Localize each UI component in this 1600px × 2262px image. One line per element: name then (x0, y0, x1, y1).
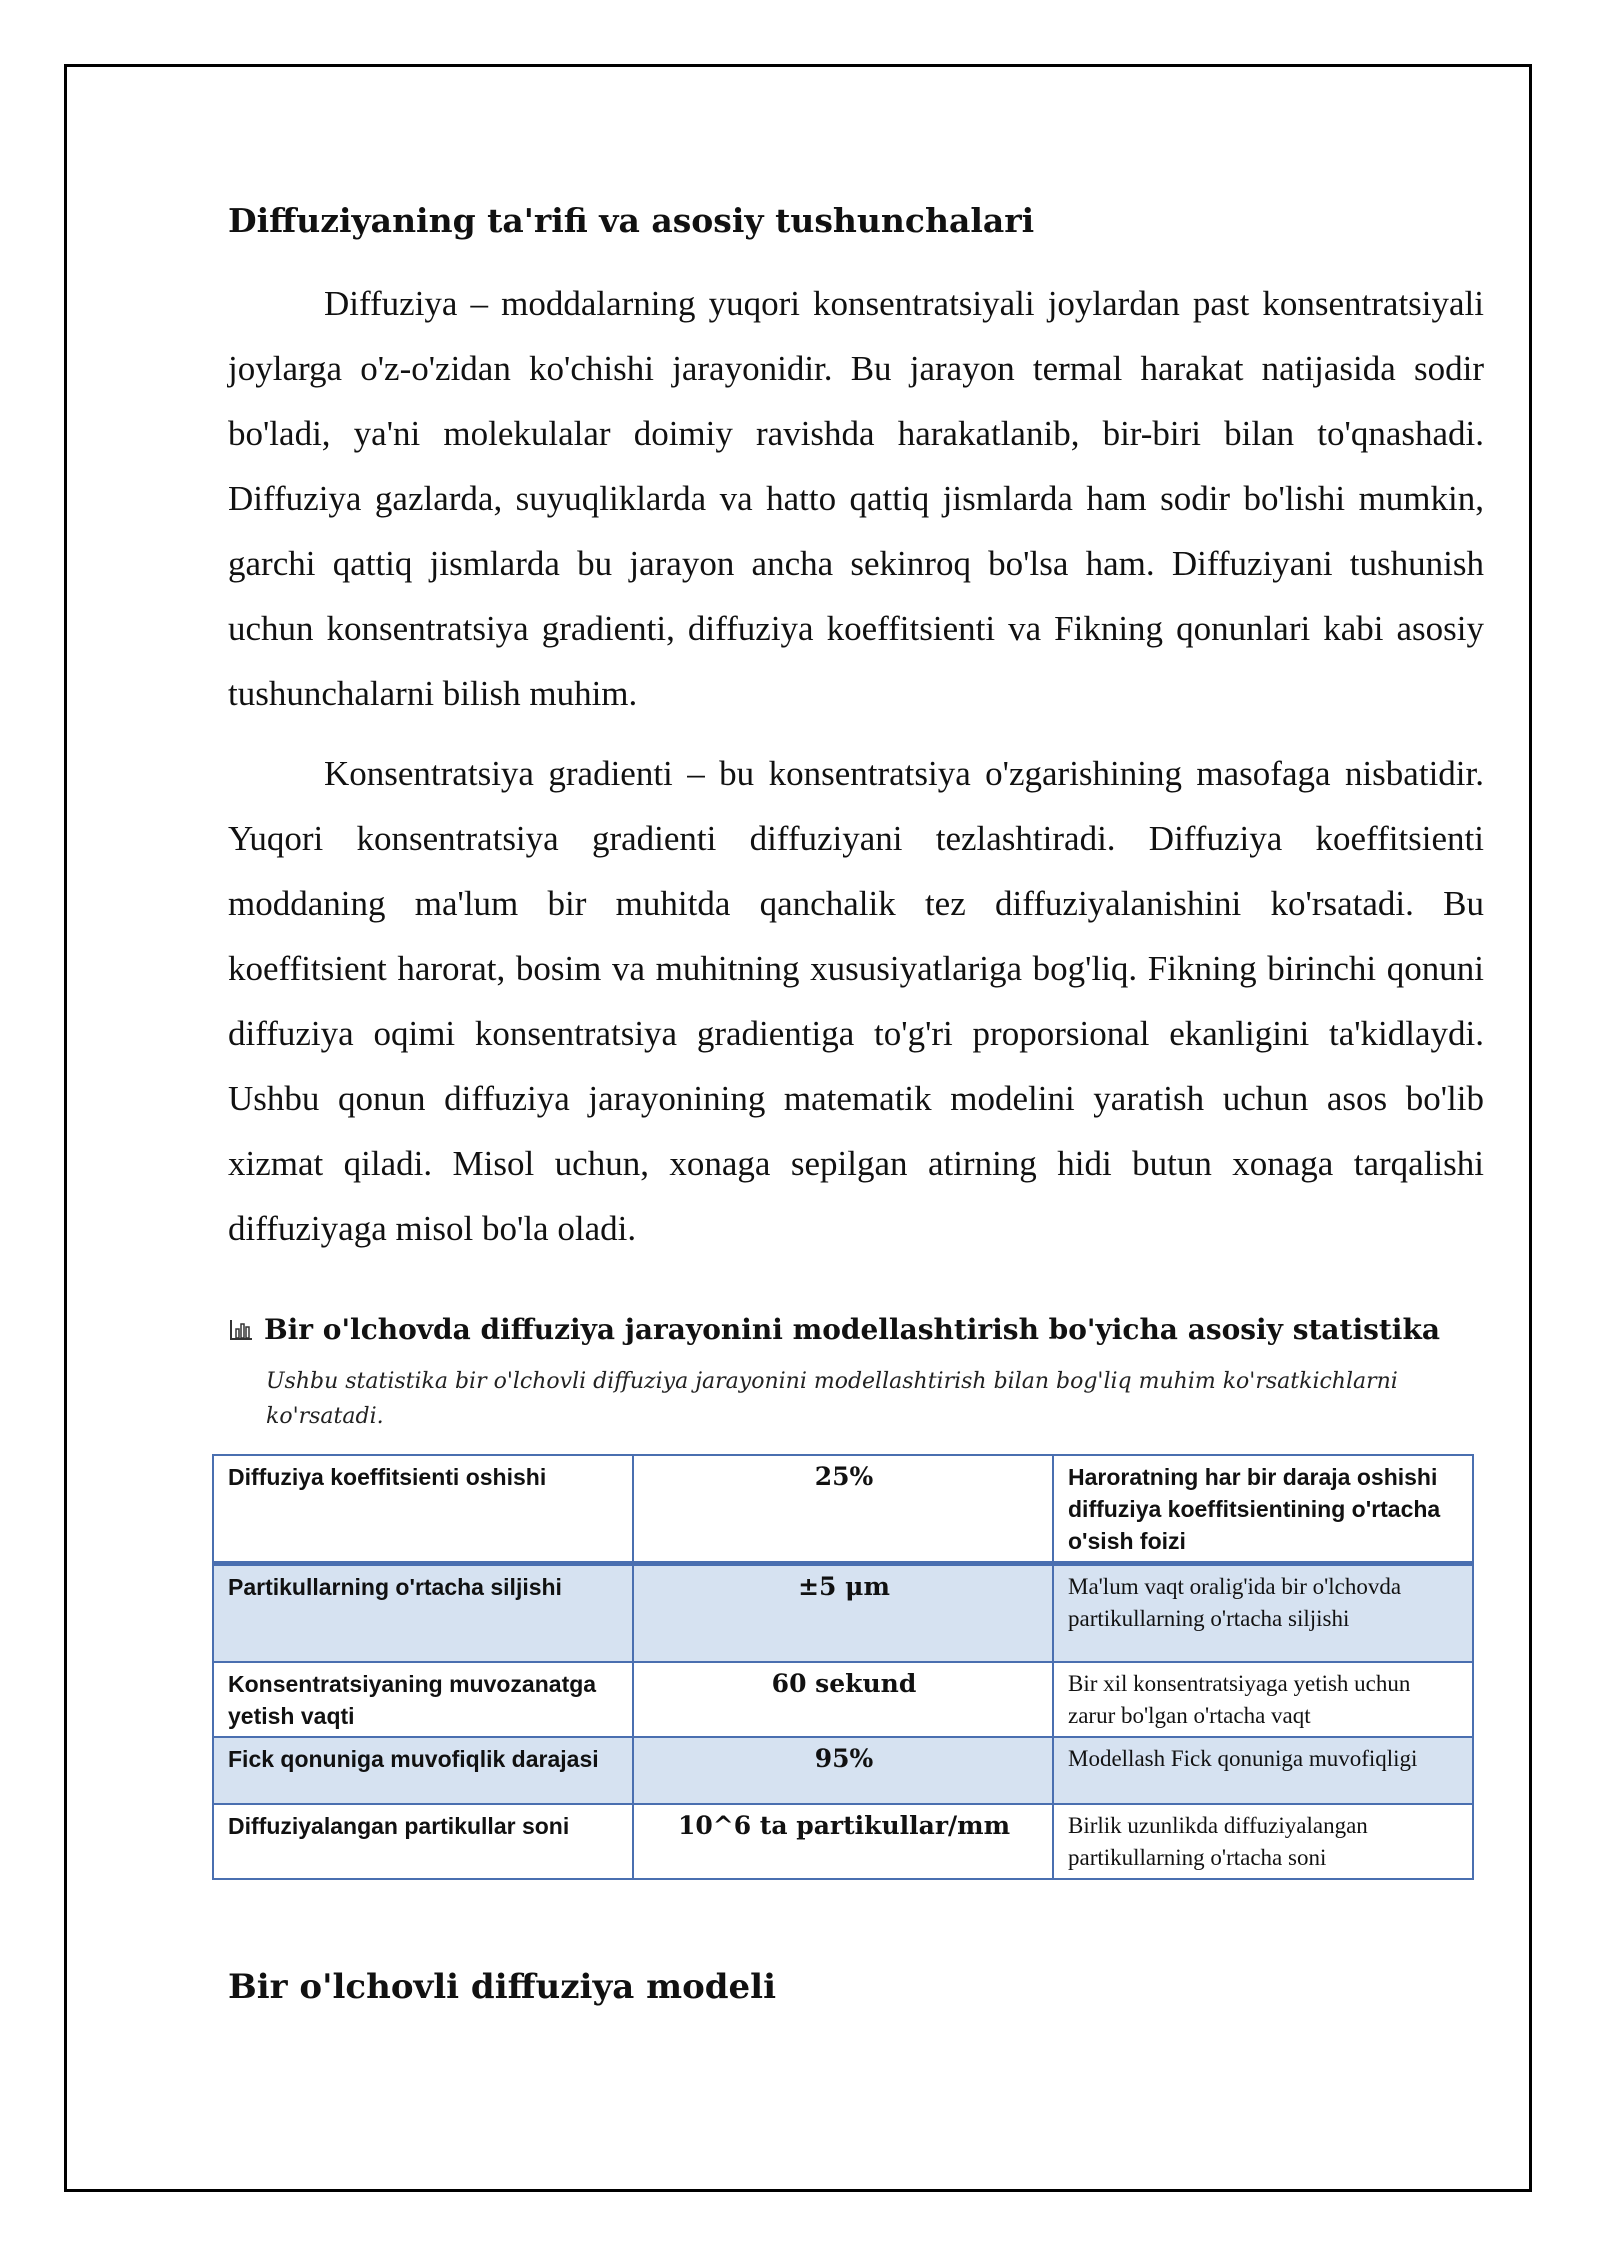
stat-value: ±5 μm (633, 1564, 1053, 1663)
table-row (213, 1564, 1473, 1663)
table-row (213, 1804, 1473, 1879)
stat-name: Partikullarning o'rtacha siljishi (213, 1564, 633, 1663)
stats-title-text: Bir o'lchovda diffuziya jarayonini modellashtirish bo'yicha asosiy statistika (264, 1313, 1440, 1347)
section-heading: Diffuziyaning ta'rifi va asosiy tushunchalari (228, 201, 1035, 240)
stats-table (212, 1454, 1474, 1880)
stat-name: Diffuziya koeffitsienti oshishi (213, 1455, 633, 1564)
body-paragraph: Konsentratsiya gradienti – bu konsentratsiya o'zgarishining masofaga nisbatidir. Yuqori konsentratsiya gradienti diffuziyani tezlashtiradi. Diffuziya koeffitsienti moddaning ma'lum bir muhitda qanchalik tez diffuziyalanishini ko'rsatadi. Bu koeffitsient harorat, bosim va muhitning xususiyatlariga bog'liq. Fikning birinchi qonuni diffuziya oqimi konsentratsiya gradientiga to'g'ri proporsional ekanligini ta'kidlaydi. Ushbu qonun diffuziya jarayonining matematik modelini yaratish uchun asos bo'lib xizmat qiladi. Misol uchun, xonaga sepilgan atirning hidi butun xonaga tarqalishi diffuziyaga misol bo'la oladi. (228, 754, 1484, 1249)
table-row (213, 1455, 1473, 1564)
stat-description: Ma'lum vaqt oralig'ida bir o'lchovda partikullarning o'rtacha siljishi (1053, 1564, 1473, 1663)
stats-note: Ushbu statistika bir o'lchovli diffuziya jarayonini modellashtirish bilan bog'liq muhim ko'rsatkichlarni ko'rsatadi. (266, 1369, 1398, 1430)
body-paragraph: Diffuziya – moddalarning yuqori konsentratsiyali joylardan past konsentratsiyali joylarga o'z-o'zidan ko'chishi jarayonidir. Bu jarayon termal harakat natijasida sodir bo'ladi, ya'ni molekulalar doimiy ravishda harakatlanib, bir-biri bilan to'qnashadi. Diffuziya gazlarda, suyuqliklarda va hatto qattiq jismlarda ham sodir bo'lishi mumkin, garchi qattiq jismlarda bu jarayon ancha sekinroq bo'lsa ham. Diffuziyani tushunish uchun konsentratsiya gradienti, diffuziya koeffitsienti va Fikning qonunlari kabi asosiy tushunchalarni bilish muhim. (228, 284, 1484, 714)
stats-title (228, 1313, 1484, 1346)
stat-description: Birlik uzunlikda diffuziyalangan partikullarning o'rtacha soni (1053, 1804, 1473, 1879)
stat-value: 10^6 ta partikullar/mm (633, 1804, 1053, 1879)
stat-description: Modellash Fick qonuniga muvofiqligi (1053, 1737, 1473, 1804)
stat-name: Diffuziyalangan partikullar soni (213, 1804, 633, 1879)
stat-description: Bir xil konsentratsiyaga yetish uchun zarur bo'lgan o'rtacha vaqt (1053, 1662, 1473, 1737)
stat-value: 95% (633, 1737, 1053, 1804)
table-row (213, 1737, 1473, 1804)
document-content (228, 200, 1484, 2039)
table-row (213, 1662, 1473, 1737)
stat-value: 25% (633, 1455, 1053, 1564)
stat-description: Haroratning har bir daraja oshishi diffuziya koeffitsientining o'rtacha o'sish foizi (1053, 1455, 1473, 1564)
stat-name: Fick qonuniga muvofiqlik darajasi (213, 1737, 633, 1804)
stat-name: Konsentratsiyaning muvozanatga yetish vaqti (213, 1662, 633, 1737)
bar-chart-icon (228, 1317, 254, 1343)
stat-value: 60 sekund (633, 1662, 1053, 1737)
section-heading: Bir o'lchovli diffuziya modeli (228, 1967, 776, 2008)
